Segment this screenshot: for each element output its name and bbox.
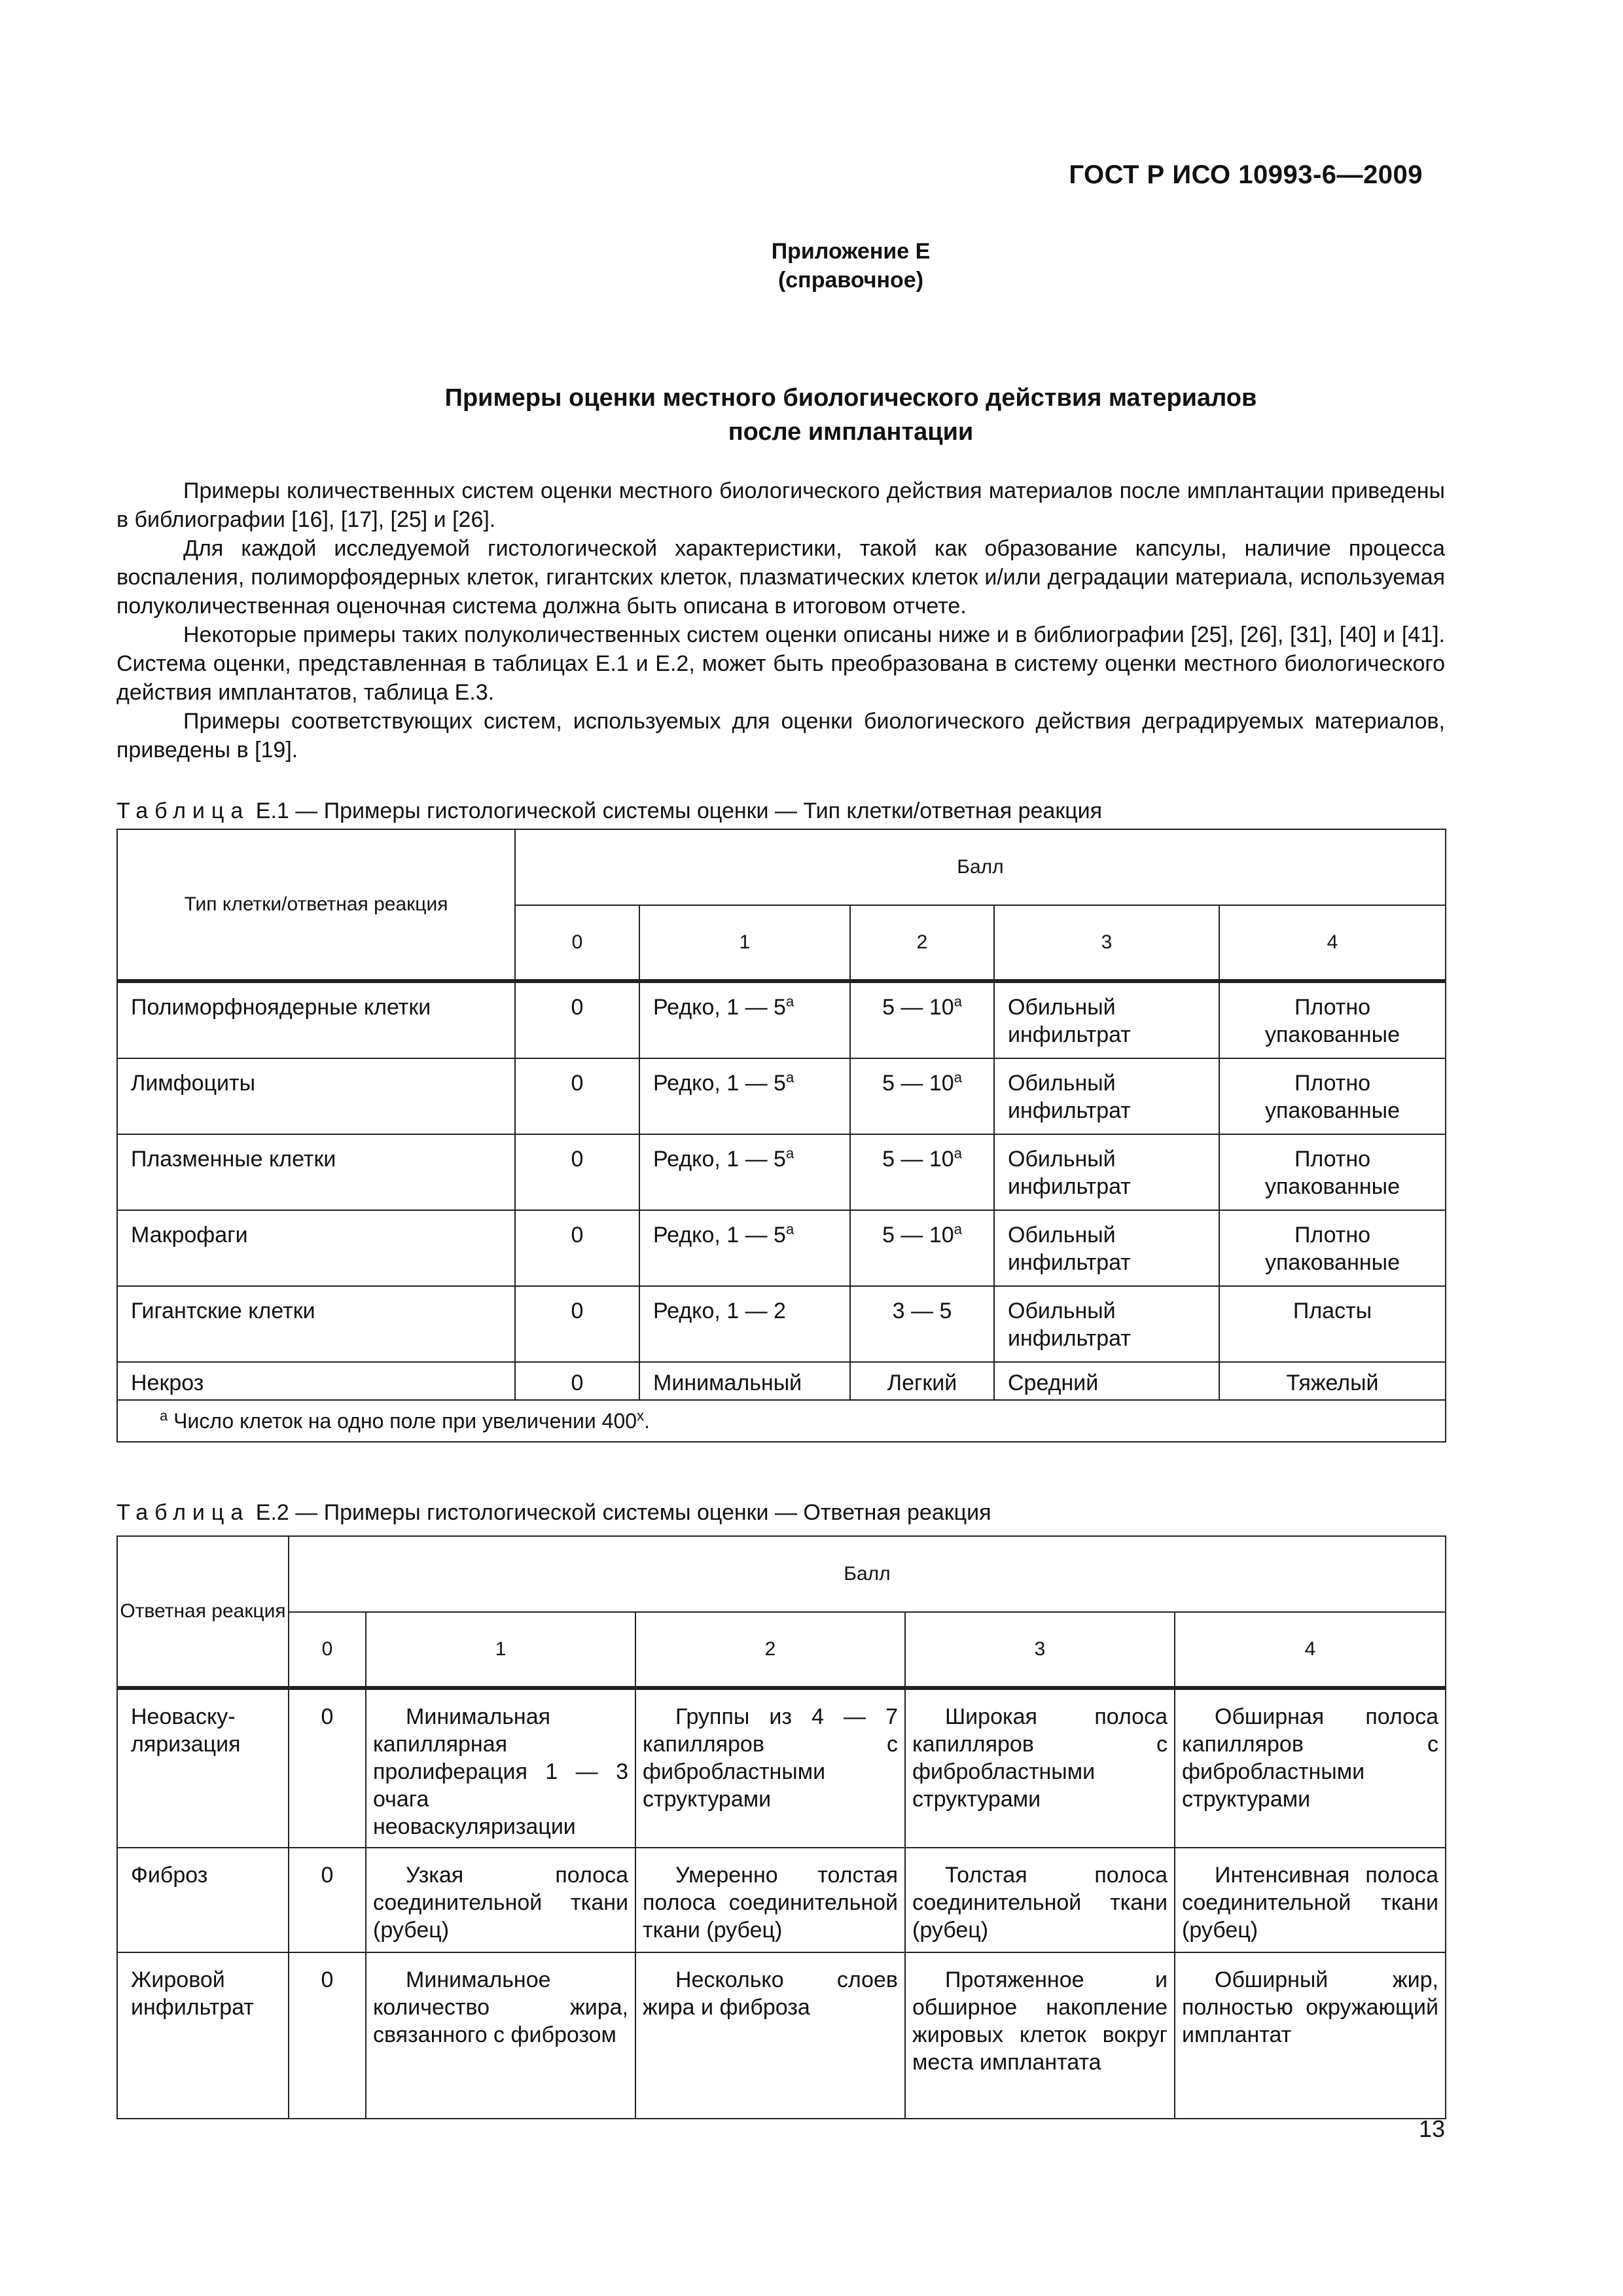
cell: 0 <box>515 981 639 1058</box>
table2-score-col: 0 <box>289 1612 366 1688</box>
table-row <box>117 1848 1446 1952</box>
row-label: Макрофаги <box>117 1210 515 1286</box>
section-title-line-1: Примеры оценки местного биологического действия материалов <box>444 384 1257 412</box>
cell: Плотно упакованные <box>1219 981 1446 1058</box>
table-row <box>117 1688 1446 1848</box>
cell: Протяженное и обширное накопление жировых клеток вокруг места имплантата <box>905 1952 1175 2119</box>
table2 <box>116 1535 1446 2119</box>
intro-text <box>116 476 1445 764</box>
cell: Плотно упакованные <box>1219 1058 1446 1134</box>
cell: Средний <box>994 1362 1219 1400</box>
row-label: Гигантские клетки <box>117 1286 515 1362</box>
table2-caption-word: Таблица <box>116 1500 250 1525</box>
cell: 0 <box>515 1210 639 1286</box>
cell: Обширный жир, полностью окружающий имплантат <box>1175 1952 1446 2119</box>
table-row <box>117 1362 1446 1400</box>
table2-score-col: 3 <box>905 1612 1175 1688</box>
table1-head-row-label: Тип клетки/ответная реакция <box>117 829 515 981</box>
cell: Обильный инфильтрат <box>994 981 1219 1058</box>
cell: Обильный инфильтрат <box>994 1058 1219 1134</box>
row-label: Фиброз <box>117 1848 289 1952</box>
cell: Редко, 1 — 5$^a$ <box>639 981 850 1058</box>
table-row <box>117 1058 1446 1134</box>
cell: 0 <box>289 1688 366 1848</box>
table1-caption-text: Е.1 — Примеры гистологической системы оценки — Тип клетки/ответная реакция <box>255 798 1103 823</box>
cell: Группы из 4 — 7 капилляров с фибробластными структурами <box>635 1688 905 1848</box>
table2-head-score: Балл <box>289 1536 1446 1612</box>
annex-heading <box>0 237 1623 295</box>
cell: 5 — 10$^a$ <box>850 1134 994 1210</box>
cell: Умеренно толстая полоса соединительной ткани (рубец) <box>635 1848 905 1952</box>
cell: Плотно упакованные <box>1219 1134 1446 1210</box>
table1-score-col: 1 <box>639 905 850 981</box>
cell: Пласты <box>1219 1286 1446 1362</box>
cell: Минимальное количество жира, связанного с фиброзом <box>366 1952 635 2119</box>
cell: Минимальный <box>639 1362 850 1400</box>
cell: 0 <box>289 1952 366 2119</box>
row-label: Полиморфноядерные клетки <box>117 981 515 1058</box>
table2-score-col: 4 <box>1175 1612 1446 1688</box>
section-title <box>0 381 1623 449</box>
intro-paragraph: Для каждой исследуемой гистологической характеристики, такой как образование капсулы, наличие процесса воспаления, полиморфоядерных клеток, гигантских клеток, плазматических клеток и/или деградации материала, используемая полуколичественная оценочная система должна быть описана в итоговом отчете. <box>116 536 1445 619</box>
row-label: Некроз <box>117 1362 515 1400</box>
cell: 5 — 10$^a$ <box>850 1210 994 1286</box>
table2-head-row-label: Ответная реакция <box>117 1536 289 1688</box>
cell: Широкая полоса капилляров с фибробластными структурами <box>905 1688 1175 1848</box>
cell: Редко, 1 — 5$^a$ <box>639 1210 850 1286</box>
cell: 0 <box>515 1286 639 1362</box>
table1-caption-word: Таблица <box>116 798 250 823</box>
cell: Узкая полоса соединительной ткани (рубец) <box>366 1848 635 1952</box>
annex-name: Приложение Е <box>771 239 931 264</box>
row-label: Неоваску- ляризация <box>117 1688 289 1848</box>
intro-paragraph: Примеры соответствующих систем, используемых для оценки биологического действия деградируемых материалов, приведены в [19]. <box>116 709 1445 762</box>
table-row <box>117 1210 1446 1286</box>
cell: Толстая полоса соединительной ткани (рубец) <box>905 1848 1175 1952</box>
cell: 3 — 5 <box>850 1286 994 1362</box>
table1-score-col: 0 <box>515 905 639 981</box>
section-title-line-2: после имплантации <box>728 418 974 446</box>
cell: Тяжелый <box>1219 1362 1446 1400</box>
cell: Интенсивная полоса соединительной ткани (рубец) <box>1175 1848 1446 1952</box>
table1 <box>116 829 1446 1443</box>
cell: Обильный инфильтрат <box>994 1210 1219 1286</box>
intro-paragraph: Некоторые примеры таких полуколичественных систем оценки описаны ниже и в библиографии [25], [26], [31], [40] и [41]. Система оценки, представленная в таблицах Е.1 и Е.2, может быть преобразована в систему оценки местного биологического действия имплантатов, таблица Е.3. <box>116 622 1445 705</box>
cell: Обильный инфильтрат <box>994 1286 1219 1362</box>
cell: Обильный инфильтрат <box>994 1134 1219 1210</box>
cell: Минимальная капиллярная пролиферация 1 — 3 очага неоваскуляризации <box>366 1688 635 1848</box>
intro-paragraph: Примеры количественных систем оценки местного биологического действия материалов после имплантации приведены в библиографии [16], [17], [25] и [26]. <box>116 478 1445 532</box>
cell: Несколько слоев жира и фиброза <box>635 1952 905 2119</box>
cell: Легкий <box>850 1362 994 1400</box>
table1-score-col: 3 <box>994 905 1219 981</box>
cell: 5 — 10$^a$ <box>850 981 994 1058</box>
table2-score-col: 2 <box>635 1612 905 1688</box>
page-number: 13 <box>1418 2115 1445 2142</box>
cell: 0 <box>289 1848 366 1952</box>
table1-caption <box>116 797 1102 825</box>
table-row <box>117 981 1446 1058</box>
cell: 0 <box>515 1058 639 1134</box>
cell: Редко, 1 — 5$^a$ <box>639 1134 850 1210</box>
cell: 0 <box>515 1362 639 1400</box>
table-row <box>117 1286 1446 1362</box>
table1-head-score: Балл <box>515 829 1446 905</box>
cell: 5 — 10$^a$ <box>850 1058 994 1134</box>
cell: Плотно упакованные <box>1219 1210 1446 1286</box>
cell: Обширная полоса капилляров с фибробластными структурами <box>1175 1688 1446 1848</box>
footnote-mark: a <box>160 1407 168 1424</box>
table-row <box>117 1952 1446 2119</box>
annex-type: (справочное) <box>777 268 924 293</box>
cell: Редко, 1 — 5$^a$ <box>639 1058 850 1134</box>
cell: 0 <box>515 1134 639 1210</box>
table1-score-col: 2 <box>850 905 994 981</box>
cell: Редко, 1 — 2 <box>639 1286 850 1362</box>
table1-footnote: $^a$ Число клеток на одно поле при увеличении 400$^x$. <box>117 1400 1446 1442</box>
table-row <box>117 1134 1446 1210</box>
table2-caption <box>116 1499 991 1526</box>
table2-caption-text: Е.2 — Примеры гистологической системы оценки — Ответная реакция <box>255 1500 991 1525</box>
row-label: Лимфоциты <box>117 1058 515 1134</box>
document-header: ГОСТ Р ИСО 10993-6—2009 <box>1069 160 1423 189</box>
table1-score-col: 4 <box>1219 905 1446 981</box>
table2-score-col: 1 <box>366 1612 635 1688</box>
row-label: Жировой инфильтрат <box>117 1952 289 2119</box>
row-label: Плазменные клетки <box>117 1134 515 1210</box>
